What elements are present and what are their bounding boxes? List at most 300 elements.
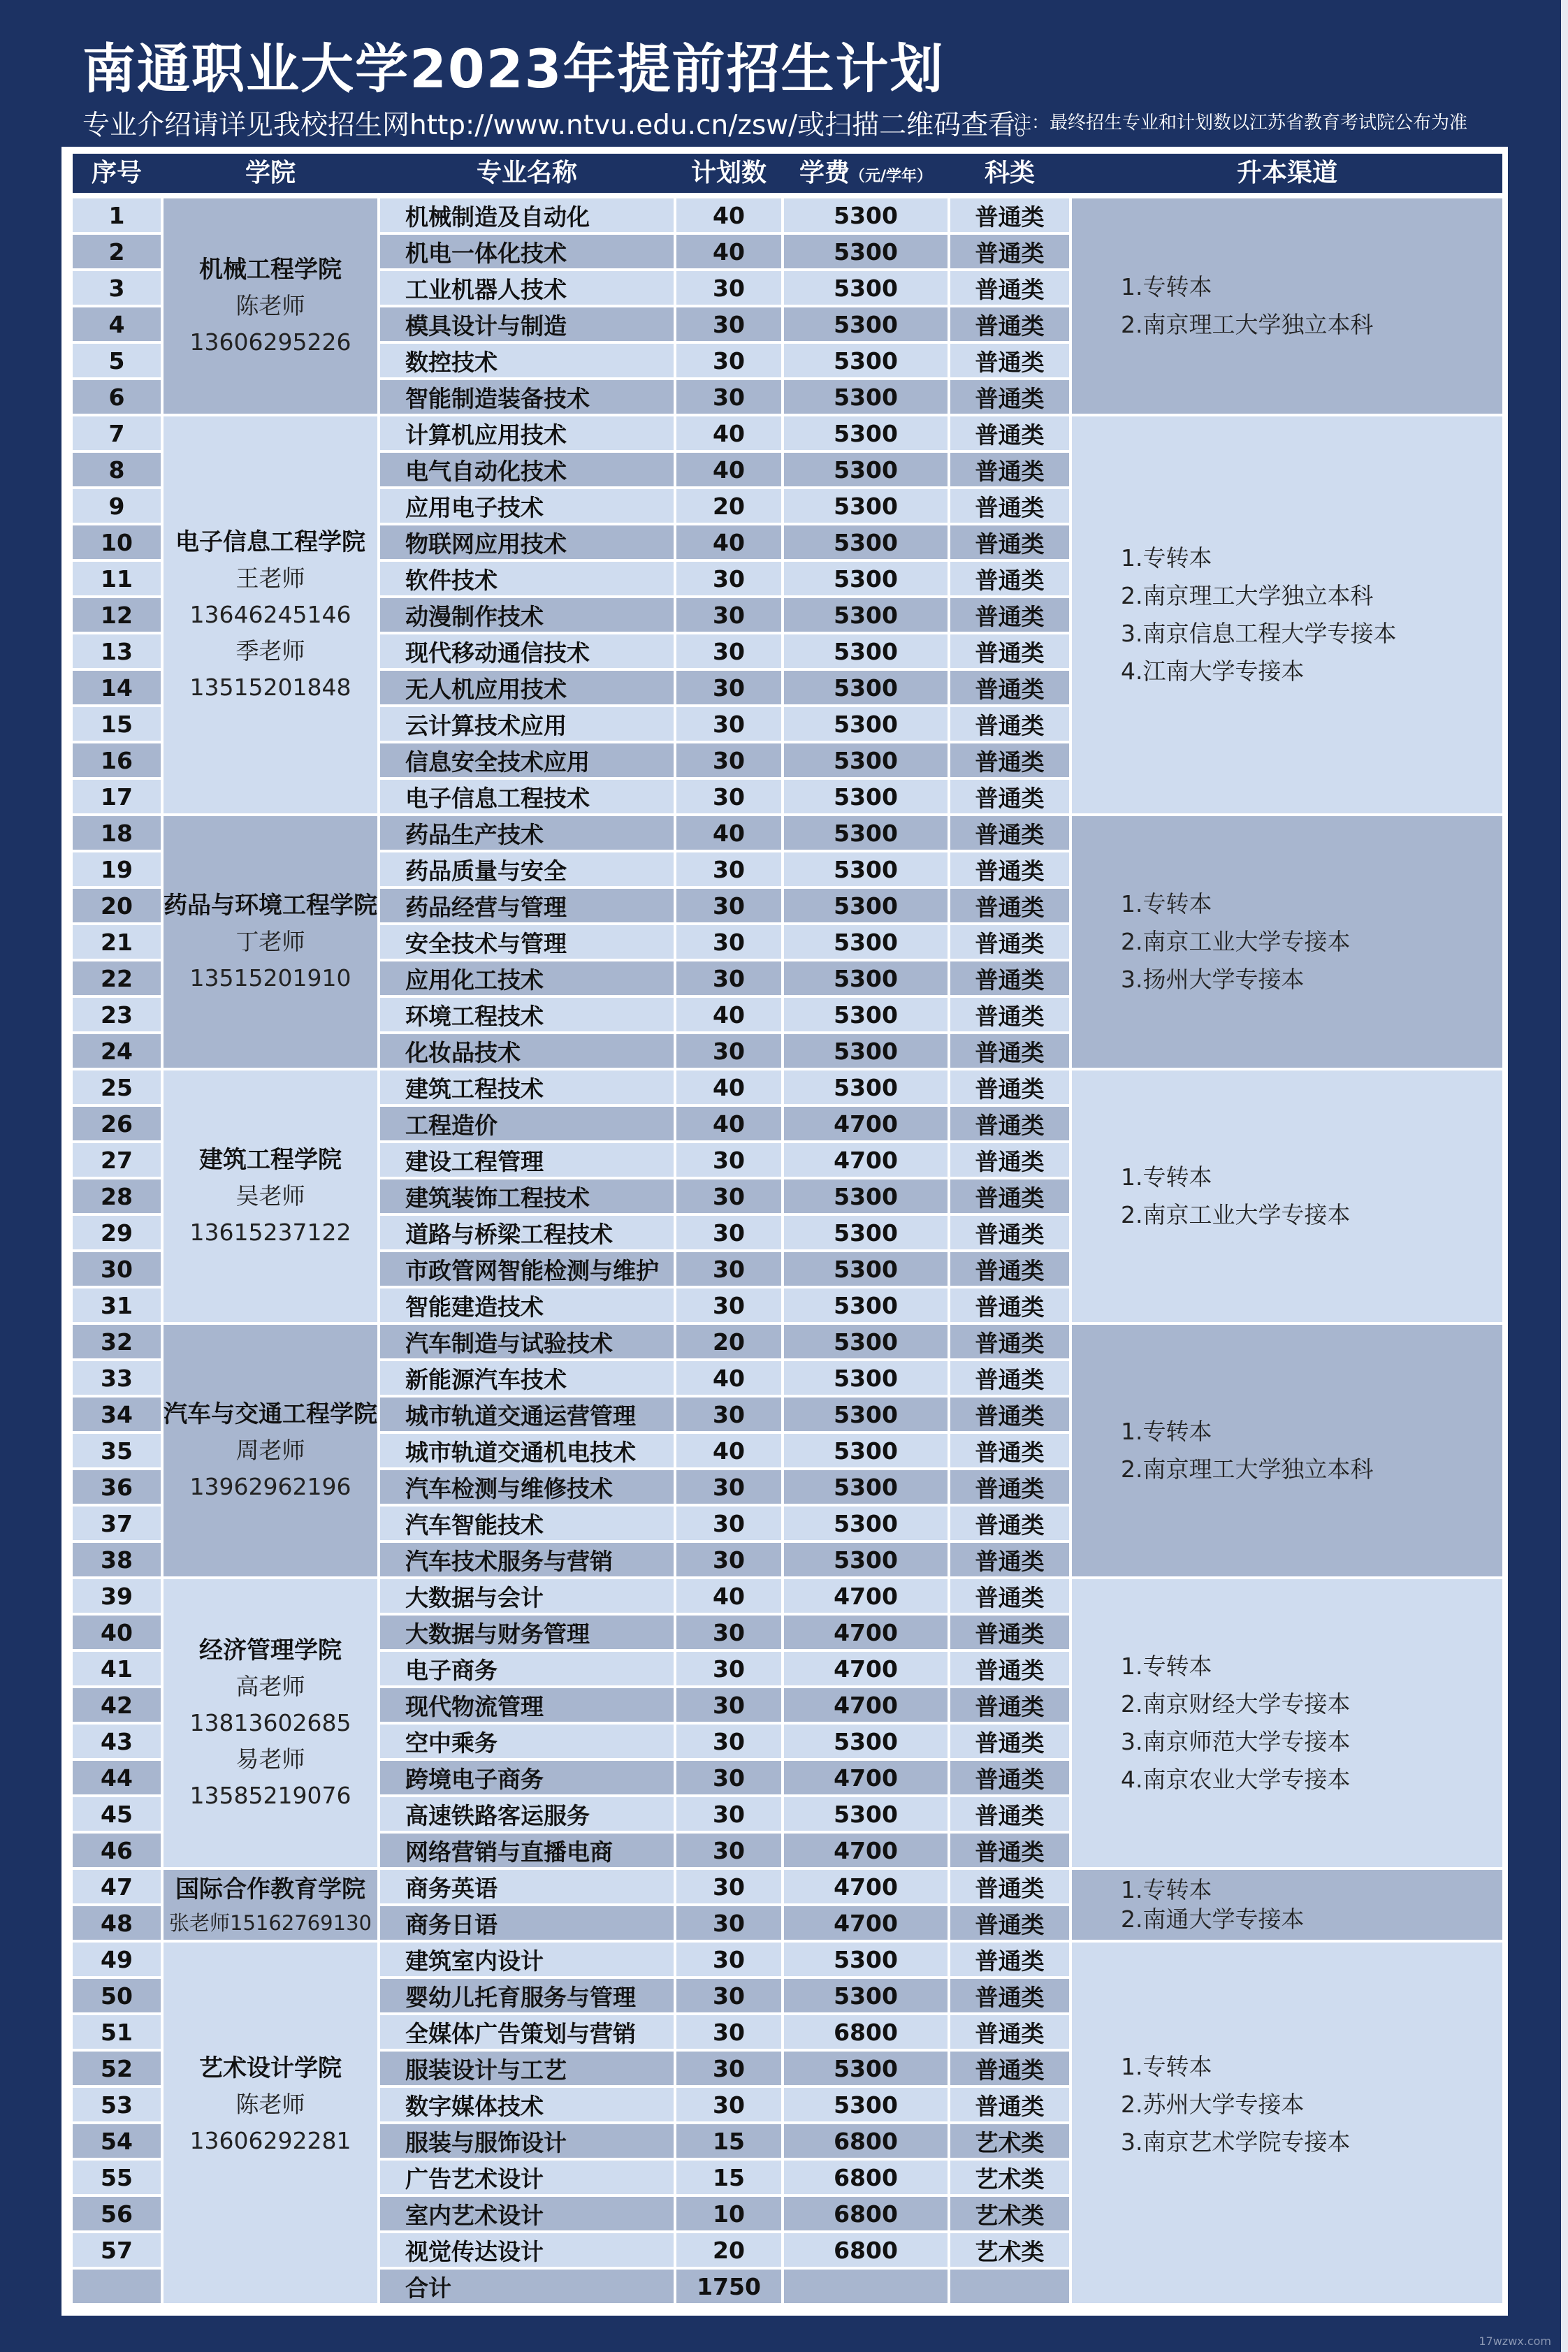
row-number: 42 [73,1688,161,1722]
category: 普通类 [950,271,1069,305]
plan-count: 40 [676,816,781,850]
plan-count: 30 [676,2052,781,2085]
category: 普通类 [950,1252,1069,1286]
table-header [73,154,1502,193]
college-contact: 13606295226 [189,328,351,356]
total-plan: 1750 [676,2270,781,2303]
tuition-fee: 5300 [784,1179,948,1213]
category: 普通类 [950,1070,1069,1104]
plan-count: 30 [676,1834,781,1867]
category: 普通类 [950,1434,1069,1467]
college-name: 药品与环境工程学院 [164,892,377,920]
tuition-fee: 5300 [784,816,948,850]
row-number: 34 [73,1398,161,1431]
upgrade-path-item: 2.南京工业大学专接本 [1121,928,1351,955]
major-name: 婴幼儿托育服务与管理 [380,1979,674,2012]
major-name: 安全技术与管理 [380,925,674,959]
tuition-fee: 4700 [784,1761,948,1794]
tuition-fee: 5300 [784,271,948,305]
tuition-fee: 5300 [784,1325,948,1358]
plan-count: 40 [676,1070,781,1104]
row-number: 45 [73,1797,161,1831]
plan-count: 30 [676,598,781,632]
upgrade-path-item: 2.南京理工大学独立本科 [1121,582,1374,609]
college-cell [164,1943,377,2267]
row-number: 15 [73,707,161,741]
row-number: 24 [73,1034,161,1068]
major-name: 应用化工技术 [380,961,674,995]
row-number: 7 [73,416,161,450]
college-contact: 周老师 [235,1437,305,1464]
category: 普通类 [950,416,1069,450]
category: 普通类 [950,1906,1069,1940]
major-name: 视觉传达设计 [380,2233,674,2267]
college-name: 电子信息工程学院 [175,528,365,556]
major-name: 跨境电子商务 [380,1761,674,1794]
category: 普通类 [950,1761,1069,1794]
category: 普通类 [950,1507,1069,1540]
tuition-fee: 5300 [784,1943,948,1976]
tuition-fee: 5300 [784,961,948,995]
major-name: 智能建造技术 [380,1288,674,1322]
page-subtitle: 专业介绍请详见我校招生网http://www.ntvu.edu.cn/zsw/或扫描二维码查看。 [82,110,1043,141]
right-edge-stripe [1561,0,1568,2352]
major-name: 汽车制造与试验技术 [380,1325,674,1358]
tuition-fee: 5300 [784,1361,948,1395]
plan-count: 20 [676,489,781,523]
major-name: 商务英语 [380,1870,674,1903]
college-contact: 高老师 [235,1673,305,1700]
major-name: 云计算技术应用 [380,707,674,741]
tuition-fee: 5300 [784,998,948,1031]
plan-count: 30 [676,1288,781,1322]
plan-count: 30 [676,1179,781,1213]
college-contact: 13615237122 [189,1219,351,1246]
plan-count: 30 [676,1652,781,1685]
row-number: 8 [73,453,161,486]
college-contact: 张老师15162769130 [169,1911,372,1935]
row-number: 31 [73,1288,161,1322]
row-number: 37 [73,1507,161,1540]
total-category [950,2270,1069,2303]
college-contact: 13585219076 [189,1782,351,1809]
college-contact: 吴老师 [235,1182,305,1210]
upgrade-path-item: 1.专转本 [1121,1418,1212,1445]
plan-count: 30 [676,1543,781,1576]
category: 普通类 [950,2088,1069,2121]
upgrade-path-item: 1.专转本 [1121,273,1212,300]
row-number: 43 [73,1725,161,1758]
major-name: 室内艺术设计 [380,2197,674,2230]
plan-count: 30 [676,961,781,995]
major-name: 市政管网智能检测与维护 [380,1252,674,1286]
category: 普通类 [950,925,1069,959]
upgrade-path-item: 2.南京工业大学专接本 [1121,1201,1351,1228]
category: 艺术类 [950,2124,1069,2158]
category: 普通类 [950,1361,1069,1395]
upgrade-path-cell [1072,1943,1502,2267]
plan-count: 30 [676,1143,781,1177]
major-name: 智能制造装备技术 [380,380,674,414]
category: 普通类 [950,671,1069,704]
tuition-fee: 4700 [784,1616,948,1649]
plan-count: 30 [676,1507,781,1540]
row-number: 55 [73,2161,161,2194]
tuition-fee: 5300 [784,1398,948,1431]
row-number: 44 [73,1761,161,1794]
plan-count: 30 [676,1398,781,1431]
tuition-fee: 4700 [784,1870,948,1903]
major-name: 建筑装饰工程技术 [380,1179,674,1213]
row-number: 9 [73,489,161,523]
row-number: 48 [73,1906,161,1940]
tuition-fee: 5300 [784,1543,948,1576]
row-number: 30 [73,1252,161,1286]
major-name: 化妆品技术 [380,1034,674,1068]
category: 普通类 [950,1943,1069,1976]
row-number: 28 [73,1179,161,1213]
plan-count: 30 [676,1906,781,1940]
upgrade-path-item: 2.南京理工大学独立本科 [1121,311,1374,338]
tuition-fee: 5300 [784,889,948,922]
category: 普通类 [950,1870,1069,1903]
row-number: 2 [73,235,161,268]
row-number: 33 [73,1361,161,1395]
upgrade-path-cell [1072,816,1502,1068]
major-name: 药品质量与安全 [380,852,674,886]
tuition-fee: 5300 [784,1979,948,2012]
row-number: 14 [73,671,161,704]
plan-count: 20 [676,1325,781,1358]
plan-count: 40 [676,1107,781,1140]
row-number: 40 [73,1616,161,1649]
college-contact: 陈老师 [235,292,305,319]
header-fee [784,154,948,193]
college-contact: 13646245146 [189,601,351,628]
plan-count: 30 [676,344,781,377]
tuition-fee: 5300 [784,671,948,704]
college-cell [164,416,377,813]
major-name: 数字媒体技术 [380,2088,674,2121]
plan-count: 30 [676,2088,781,2121]
upgrade-path-cell [1072,416,1502,813]
watermark: 17wzwx.com [1479,2335,1551,2348]
row-number: 3 [73,271,161,305]
row-number: 36 [73,1470,161,1504]
row-number: 27 [73,1143,161,1177]
tuition-fee: 5300 [784,1288,948,1322]
category: 艺术类 [950,2161,1069,2194]
plan-count: 30 [676,1470,781,1504]
tuition-fee: 5300 [784,380,948,414]
upgrade-path-item: 2.南京财经大学专接本 [1121,1690,1351,1718]
category: 普通类 [950,852,1069,886]
major-name: 现代物流管理 [380,1688,674,1722]
tuition-fee: 5300 [784,743,948,777]
upgrade-path-cell [1072,1579,1502,1867]
plan-count: 15 [676,2124,781,2158]
category: 普通类 [950,1034,1069,1068]
major-name: 汽车检测与维修技术 [380,1470,674,1504]
category: 普通类 [950,1579,1069,1613]
college-contact: 13962962196 [189,1473,351,1500]
college-name: 汽车与交通工程学院 [164,1400,377,1428]
row-number: 51 [73,2015,161,2049]
category: 普通类 [950,453,1069,486]
category: 普通类 [950,1652,1069,1685]
major-name: 汽车技术服务与营销 [380,1543,674,1576]
plan-count: 30 [676,1797,781,1831]
tuition-fee: 5300 [784,489,948,523]
major-name: 高速铁路客运服务 [380,1797,674,1831]
tuition-fee: 6800 [784,2161,948,2194]
tuition-fee: 4700 [784,1143,948,1177]
major-name: 应用电子技术 [380,489,674,523]
row-number: 56 [73,2197,161,2230]
plan-count: 40 [676,198,781,232]
plan-count: 40 [676,453,781,486]
upgrade-path-cell [1072,1325,1502,1576]
major-name: 城市轨道交通机电技术 [380,1434,674,1467]
tuition-fee: 6800 [784,2124,948,2158]
category: 普通类 [950,1398,1069,1431]
major-name: 软件技术 [380,562,674,595]
tuition-fee: 6800 [784,2015,948,2049]
plan-count: 40 [676,525,781,559]
category: 普通类 [950,1688,1069,1722]
tuition-fee: 5300 [784,307,948,341]
row-number: 5 [73,344,161,377]
category: 普通类 [950,1834,1069,1867]
major-name: 网络营销与直播电商 [380,1834,674,1867]
major-name: 汽车智能技术 [380,1507,674,1540]
plan-count: 40 [676,235,781,268]
tuition-fee: 5300 [784,2088,948,2121]
major-name: 电子商务 [380,1652,674,1685]
upgrade-path-item: 2.南京理工大学独立本科 [1121,1456,1374,1483]
major-name: 广告艺术设计 [380,2161,674,2194]
tuition-fee: 5300 [784,707,948,741]
category: 普通类 [950,198,1069,232]
college-name: 经济管理学院 [199,1636,342,1664]
major-name: 服装设计与工艺 [380,2052,674,2085]
plan-count: 30 [676,707,781,741]
category: 普通类 [950,1725,1069,1758]
category: 普通类 [950,1107,1069,1140]
category: 普通类 [950,1325,1069,1358]
plan-count: 30 [676,271,781,305]
tuition-fee: 5300 [784,453,948,486]
plan-count: 30 [676,925,781,959]
upgrade-path-item: 1.专转本 [1121,890,1212,917]
total-label: 合计 [380,2270,674,2303]
row-number: 12 [73,598,161,632]
plan-count: 30 [676,1034,781,1068]
tuition-fee: 5300 [784,235,948,268]
tuition-fee: 5300 [784,1797,948,1831]
college-cell [164,816,377,1068]
upgrade-path-cell [1072,198,1502,414]
header-plan: 计划数 [690,159,767,187]
college-name: 国际合作教育学院 [175,1875,365,1903]
category: 普通类 [950,235,1069,268]
major-name: 道路与桥梁工程技术 [380,1216,674,1249]
plan-count: 10 [676,2197,781,2230]
upgrade-path-item: 1.专转本 [1121,1876,1212,1903]
college-cell [164,1070,377,1322]
tuition-fee: 5300 [784,1034,948,1068]
plan-count: 30 [676,889,781,922]
category: 普通类 [950,1543,1069,1576]
header-fee-unit: （元/学年） [849,168,933,185]
major-name: 新能源汽车技术 [380,1361,674,1395]
row-number: 17 [73,780,161,813]
major-name: 空中乘务 [380,1725,674,1758]
row-number: 29 [73,1216,161,1249]
row-number: 52 [73,2052,161,2085]
tuition-fee: 5300 [784,1252,948,1286]
major-name: 信息安全技术应用 [380,743,674,777]
row-number: 10 [73,525,161,559]
tuition-fee: 5300 [784,416,948,450]
row-number: 20 [73,889,161,922]
tuition-fee: 4700 [784,1834,948,1867]
college-cell [164,1325,377,1576]
category: 普通类 [950,1616,1069,1649]
tuition-fee: 4700 [784,1579,948,1613]
major-name: 电气自动化技术 [380,453,674,486]
plan-count: 30 [676,307,781,341]
plan-count: 30 [676,1616,781,1649]
header-category: 科类 [984,159,1035,187]
major-name: 大数据与会计 [380,1579,674,1613]
college-contact: 丁老师 [235,928,305,955]
row-number: 54 [73,2124,161,2158]
college-contact: 13515201910 [189,964,351,992]
upgrade-path-cell [1072,1870,1502,1940]
upgrade-path-item: 3.南京师范大学专接本 [1121,1728,1351,1755]
college-contact: 陈老师 [235,2091,305,2118]
tuition-fee: 5300 [784,1725,948,1758]
category: 普通类 [950,780,1069,813]
tuition-fee: 4700 [784,1107,948,1140]
category: 普通类 [950,889,1069,922]
category: 普通类 [950,562,1069,595]
header-no: 序号 [91,159,142,187]
plan-count: 30 [676,743,781,777]
major-name: 动漫制作技术 [380,598,674,632]
row-number: 21 [73,925,161,959]
category: 普通类 [950,525,1069,559]
row-number: 41 [73,1652,161,1685]
major-name: 建设工程管理 [380,1143,674,1177]
major-name: 工业机器人技术 [380,271,674,305]
major-name: 药品经营与管理 [380,889,674,922]
category: 普通类 [950,1470,1069,1504]
tuition-fee: 5300 [784,598,948,632]
plan-count: 40 [676,1434,781,1467]
row-number: 46 [73,1834,161,1867]
tuition-fee: 5300 [784,1507,948,1540]
plan-count: 40 [676,998,781,1031]
college-contact: 易老师 [235,1745,305,1773]
row-number: 35 [73,1434,161,1467]
category: 普通类 [950,344,1069,377]
upgrade-path-item: 1.专转本 [1121,544,1212,572]
row-number: 53 [73,2088,161,2121]
major-name: 全媒体广告策划与营销 [380,2015,674,2049]
college-contact: 13813602685 [189,1709,351,1736]
row-number: 22 [73,961,161,995]
row-number: 57 [73,2233,161,2267]
tuition-fee: 5300 [784,198,948,232]
row-number: 6 [73,380,161,414]
category: 普通类 [950,598,1069,632]
category: 艺术类 [950,2233,1069,2267]
major-name: 机电一体化技术 [380,235,674,268]
row-number: 18 [73,816,161,850]
plan-count: 30 [676,1725,781,1758]
major-name: 商务日语 [380,1906,674,1940]
college-contact: 13606292281 [189,2127,351,2154]
plan-count: 30 [676,1979,781,2012]
plan-count: 40 [676,1361,781,1395]
plan-count: 30 [676,671,781,704]
major-name: 现代移动通信技术 [380,634,674,668]
upgrade-path-item: 1.专转本 [1121,1163,1212,1191]
row-number: 23 [73,998,161,1031]
plan-count: 30 [676,634,781,668]
major-name: 建筑工程技术 [380,1070,674,1104]
tuition-fee: 5300 [784,1070,948,1104]
tuition-fee: 5300 [784,1216,948,1249]
tuition-fee: 4700 [784,1906,948,1940]
row-number: 1 [73,198,161,232]
header-fee-label: 学费 [799,159,850,187]
plan-count: 30 [676,1943,781,1976]
row-number: 11 [73,562,161,595]
row-number: 49 [73,1943,161,1976]
major-name: 机械制造及自动化 [380,198,674,232]
tuition-fee: 5300 [784,1434,948,1467]
plan-count: 30 [676,780,781,813]
plan-count: 30 [676,1761,781,1794]
plan-count: 20 [676,2233,781,2267]
header-major: 专业名称 [476,159,577,187]
plan-count: 30 [676,1216,781,1249]
tuition-fee: 4700 [784,1688,948,1722]
major-name: 城市轨道交通运营管理 [380,1398,674,1431]
category: 普通类 [950,2015,1069,2049]
total-row-number [73,2270,161,2303]
category: 普通类 [950,998,1069,1031]
category: 艺术类 [950,2197,1069,2230]
major-name: 药品生产技术 [380,816,674,850]
major-name: 计算机应用技术 [380,416,674,450]
upgrade-path-cell [1072,1070,1502,1322]
category: 普通类 [950,634,1069,668]
page-note: 注：最终招生专业和计划数以江苏省教育考试院公布为准 [1013,112,1468,133]
plan-count: 30 [676,1688,781,1722]
upgrade-path-item: 3.南京艺术学院专接本 [1121,2128,1351,2156]
upgrade-path-item: 2.苏州大学专接本 [1121,2091,1305,2118]
upgrade-path-item: 2.南通大学专接本 [1121,1905,1305,1933]
plan-count: 30 [676,852,781,886]
college-name: 艺术设计学院 [199,2054,342,2082]
tuition-fee: 4700 [784,1652,948,1685]
tuition-fee: 5300 [784,852,948,886]
row-number: 50 [73,1979,161,2012]
